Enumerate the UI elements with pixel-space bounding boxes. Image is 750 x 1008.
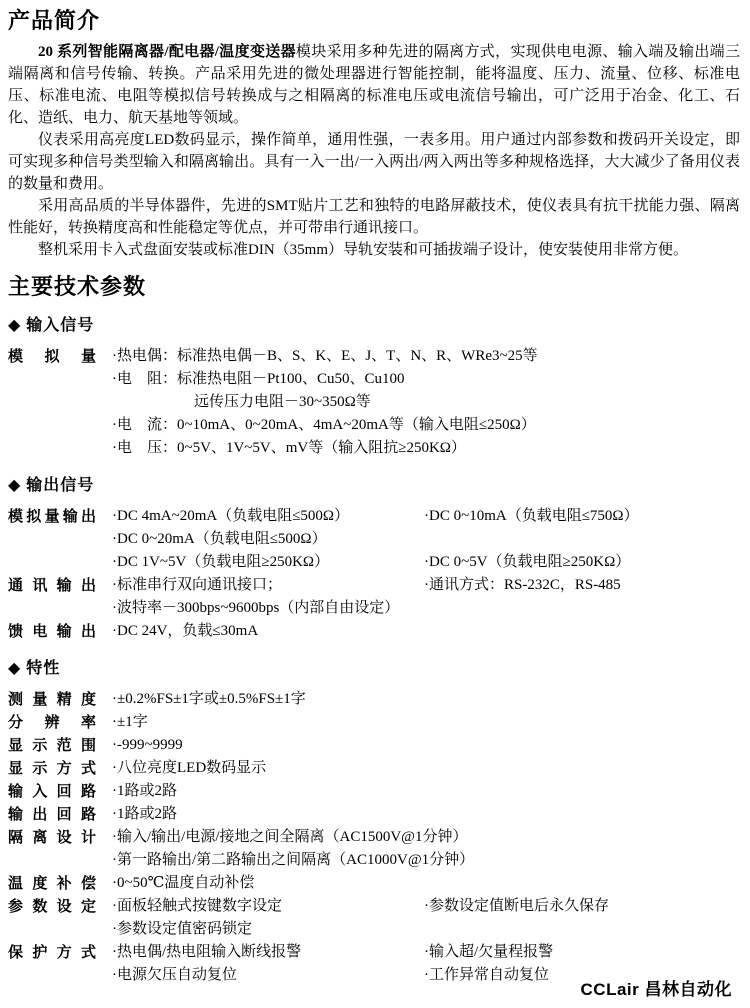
spec-text: ·输入超/欠量程报警 bbox=[424, 944, 554, 960]
spec-line bbox=[112, 414, 740, 437]
spec-line bbox=[112, 391, 740, 414]
spec-row bbox=[8, 895, 740, 941]
spec-text: ·DC 0~10mA（负载电阻≤750Ω） bbox=[424, 508, 639, 524]
spec-text: ·参数设定值密码锁定 bbox=[112, 921, 252, 937]
spec-text: ·0~50℃温度自动补偿 bbox=[112, 875, 255, 891]
spec-text: ·1路或2路 bbox=[112, 783, 177, 799]
spec-row-lines bbox=[112, 872, 740, 895]
spec-row bbox=[8, 620, 740, 643]
intro-section-title: 产品简介 bbox=[8, 8, 101, 33]
spec-line bbox=[112, 437, 740, 460]
spec-section bbox=[8, 475, 740, 643]
spec-sections-container bbox=[8, 315, 740, 987]
spec-line bbox=[112, 711, 740, 734]
spec-text: ·八位亮度LED数码显示 bbox=[112, 760, 267, 776]
spec-row bbox=[8, 780, 740, 803]
spec-text: ·电 压：0~5V、1V~5V、mV等（输入阻抗≥250KΩ） bbox=[112, 440, 466, 456]
spec-row bbox=[8, 505, 740, 574]
spec-text: ·通讯方式：RS-232C，RS-485 bbox=[424, 577, 621, 593]
spec-row bbox=[8, 803, 740, 826]
spec-row bbox=[8, 574, 740, 620]
spec-section-heading: ◆ 输入信号 bbox=[8, 317, 95, 334]
spec-row-label: 显示范围 bbox=[8, 737, 96, 754]
spec-row-lines bbox=[112, 345, 740, 460]
params-section-title: 主要技术参数 bbox=[8, 274, 147, 299]
spec-row bbox=[8, 757, 740, 780]
spec-line bbox=[112, 734, 740, 757]
spec-line bbox=[112, 872, 740, 895]
spec-row-lines bbox=[112, 574, 740, 620]
spec-row-lines bbox=[112, 895, 740, 941]
spec-text: ·热电偶：标准热电偶－B、S、K、E、J、T、N、R、WRe3~25等 bbox=[112, 348, 538, 364]
spec-line bbox=[112, 803, 740, 826]
document-page bbox=[8, 8, 740, 999]
product-series-name: 20 系列智能隔离器/配电器/温度变送器 bbox=[38, 44, 296, 60]
spec-line bbox=[112, 574, 740, 597]
spec-line bbox=[112, 620, 740, 643]
spec-text: ·工作异常自动复位 bbox=[424, 967, 549, 983]
intro-paragraph-1-text: 模块采用多种先进的隔离方式，实现供电电源、输入端及输出端三端隔离和信号传输、转换。产品采用先进的微处理器进行智能控制，能将温度、压力、流量、位移、标准电压、标准电流、电阻等模拟信号转换成与之相隔离的标准电压或电流信号输出，可广泛用于冶金、化工、石化、造纸、电力、航天基地等领域。 bbox=[8, 44, 740, 126]
spec-row-lines bbox=[112, 803, 740, 826]
intro-paragraph-1 bbox=[8, 41, 740, 129]
intro-paragraph-3: 采用高品质的半导体器件，先进的SMT贴片工艺和独特的电路屏蔽技术，使仪表具有抗干扰能力强、隔离性能好，转换精度高和性能稳定等优点，并可带串行通讯接口。 bbox=[8, 198, 740, 236]
spec-row-label: 隔离设计 bbox=[8, 829, 96, 846]
spec-row-label: 通讯输出 bbox=[8, 577, 96, 594]
company-logo: CCLair 昌林自动化 bbox=[580, 980, 732, 999]
spec-line bbox=[112, 826, 740, 849]
spec-text: ·电 阻：标准热电阻－Pt100、Cu50、Cu100 bbox=[112, 371, 405, 387]
spec-line bbox=[112, 528, 740, 551]
spec-line bbox=[112, 895, 740, 918]
spec-line bbox=[112, 597, 740, 620]
spec-text: ·面板轻触式按键数字设定 bbox=[112, 898, 282, 914]
spec-line bbox=[112, 757, 740, 780]
spec-line bbox=[112, 368, 740, 391]
spec-row-lines bbox=[112, 505, 740, 574]
spec-row-lines bbox=[112, 826, 740, 872]
spec-row-label: 温度补偿 bbox=[8, 875, 96, 892]
spec-text: ·第一路输出/第二路输出之间隔离（AC1000V@1分钟） bbox=[112, 852, 475, 868]
spec-row-lines bbox=[112, 757, 740, 780]
spec-row-lines bbox=[112, 620, 740, 643]
spec-text: ·±1字 bbox=[112, 714, 148, 730]
spec-row-label: 馈电输出 bbox=[8, 623, 96, 640]
spec-text: ·电源欠压自动复位 bbox=[112, 967, 237, 983]
spec-row-label: 参数设定 bbox=[8, 898, 96, 915]
spec-row bbox=[8, 688, 740, 711]
spec-text: ·DC 0~5V（负载电阻≥250KΩ） bbox=[424, 554, 631, 570]
intro-paragraph-4: 整机采用卡入式盘面安装或标准DIN（35mm）导轨安装和可插拔端子设计，使安装使用非常方便。 bbox=[38, 242, 688, 258]
spec-text: ·1路或2路 bbox=[112, 806, 177, 822]
spec-row-lines bbox=[112, 711, 740, 734]
spec-text: ·参数设定值断电后永久保存 bbox=[424, 898, 609, 914]
spec-text: ·标准串行双向通讯接口； bbox=[112, 577, 282, 593]
spec-text: ·DC 1V~5V（负载电阻≥250KΩ） bbox=[112, 554, 330, 570]
spec-text: ·电 流：0~10mA、0~20mA、4mA~20mA等（输入电阻≤250Ω） bbox=[112, 417, 536, 433]
spec-row bbox=[8, 826, 740, 872]
spec-section-heading: ◆ 特性 bbox=[8, 660, 61, 677]
spec-row bbox=[8, 872, 740, 895]
spec-line bbox=[112, 688, 740, 711]
spec-line bbox=[112, 505, 740, 528]
spec-section-heading: ◆ 输出信号 bbox=[8, 477, 95, 494]
spec-text: ·波特率－300bps~9600bps（内部自由设定） bbox=[112, 600, 400, 616]
spec-row-label: 测量精度 bbox=[8, 691, 96, 708]
spec-text: ·DC 24V，负载≤30mA bbox=[112, 623, 259, 639]
spec-line bbox=[112, 780, 740, 803]
spec-row bbox=[8, 711, 740, 734]
spec-text: ·-999~9999 bbox=[112, 737, 183, 753]
spec-text: ·±0.2%FS±1字或±0.5%FS±1字 bbox=[112, 691, 306, 707]
spec-row-lines bbox=[112, 780, 740, 803]
spec-line bbox=[112, 551, 740, 574]
spec-line bbox=[112, 849, 740, 872]
spec-line bbox=[112, 918, 740, 941]
spec-text: ·DC 4mA~20mA（负载电阻≤500Ω） bbox=[112, 508, 350, 524]
intro-paragraph-2: 仪表采用高亮度LED数码显示，操作简单，通用性强，一表多用。用户通过内部参数和拨码开关设定，即可实现多种信号类型输入和隔离输出。具有一入一出/一入两出/两入两出等多种规格选择，大大减少了备用仪表的数量和费用。 bbox=[8, 132, 740, 192]
spec-row-lines bbox=[112, 688, 740, 711]
spec-section bbox=[8, 315, 740, 460]
spec-row-label: 输出回路 bbox=[8, 806, 96, 823]
spec-row bbox=[8, 345, 740, 460]
spec-text: ·DC 0~20mA（负载电阻≤500Ω） bbox=[112, 531, 327, 547]
spec-row-label: 保护方式 bbox=[8, 944, 96, 961]
spec-row-label: 输入回路 bbox=[8, 783, 96, 800]
spec-row-label: 模拟量输出 bbox=[8, 508, 96, 525]
spec-text: ·热电偶/热电阻输入断线报警 bbox=[112, 944, 302, 960]
spec-row-label: 模拟量 bbox=[8, 348, 96, 365]
spec-section bbox=[8, 658, 740, 987]
spec-line bbox=[112, 941, 740, 964]
spec-text: 远传压力电阻－30~350Ω等 bbox=[194, 394, 371, 410]
spec-line bbox=[112, 345, 740, 368]
spec-text: ·输入/输出/电源/接地之间全隔离（AC1500V@1分钟） bbox=[112, 829, 468, 845]
spec-row bbox=[8, 734, 740, 757]
spec-row-label: 分辨率 bbox=[8, 714, 96, 731]
spec-row-lines bbox=[112, 734, 740, 757]
spec-row-label: 显示方式 bbox=[8, 760, 96, 777]
